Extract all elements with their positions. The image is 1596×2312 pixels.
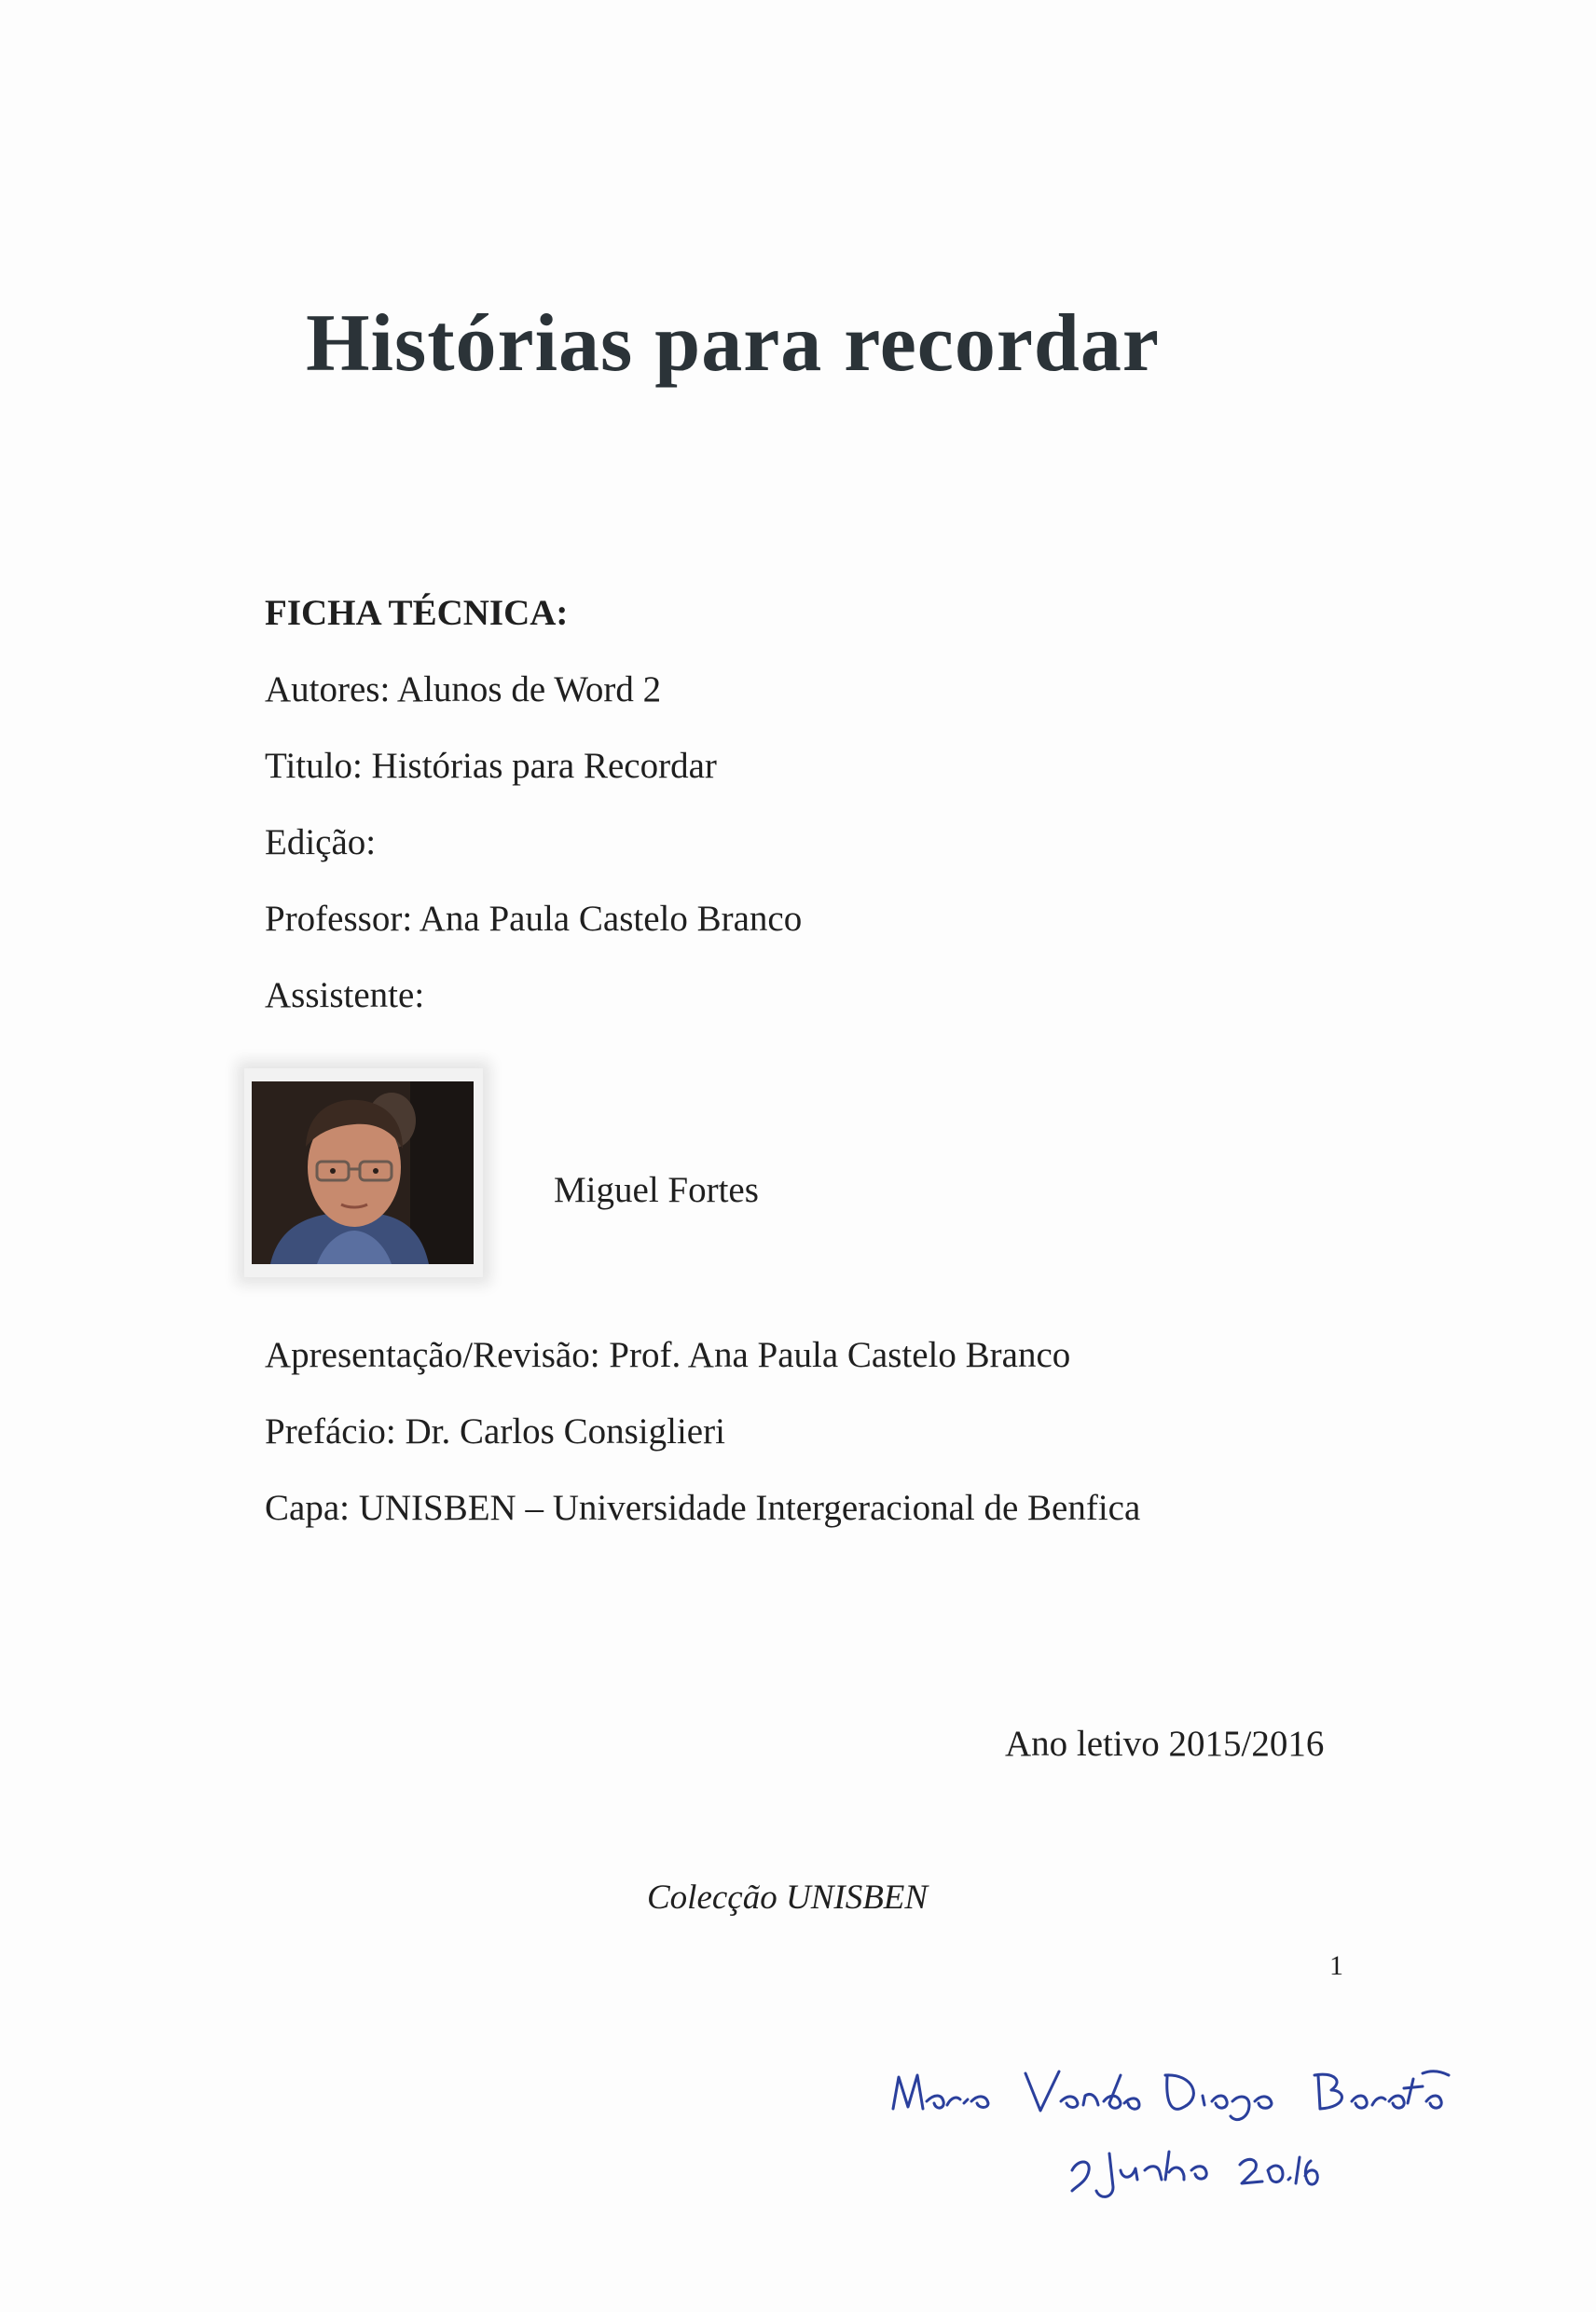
assistant-name: Miguel Fortes — [554, 1170, 759, 1210]
document-title: Histórias para recordar — [306, 298, 1160, 389]
assistente-line: Assistente: — [265, 975, 425, 1015]
academic-year: Ano letivo 2015/2016 — [1005, 1724, 1325, 1764]
page-number: 1 — [1329, 1950, 1343, 1981]
autores-line: Autores: Alunos de Word 2 — [265, 669, 662, 709]
edicao-line: Edição: — [265, 822, 377, 862]
collection-name: Colecção UNISBEN — [647, 1878, 929, 1917]
ficha-heading: FICHA TÉCNICA: — [265, 593, 569, 633]
handwritten-signature — [886, 2060, 1520, 2209]
assistant-photo-frame — [244, 1068, 483, 1277]
prefacio-line: Prefácio: Dr. Carlos Consiglieri — [265, 1411, 725, 1452]
assistant-photo — [252, 1081, 474, 1264]
apresentacao-line: Apresentação/Revisão: Prof. Ana Paula Castelo Branco — [265, 1335, 1071, 1375]
capa-line: Capa: UNISBEN – Universidade Intergeracional de Benfica — [265, 1488, 1141, 1528]
titulo-line: Titulo: Histórias para Recordar — [265, 746, 717, 786]
professor-line: Professor: Ana Paula Castelo Branco — [265, 899, 803, 939]
